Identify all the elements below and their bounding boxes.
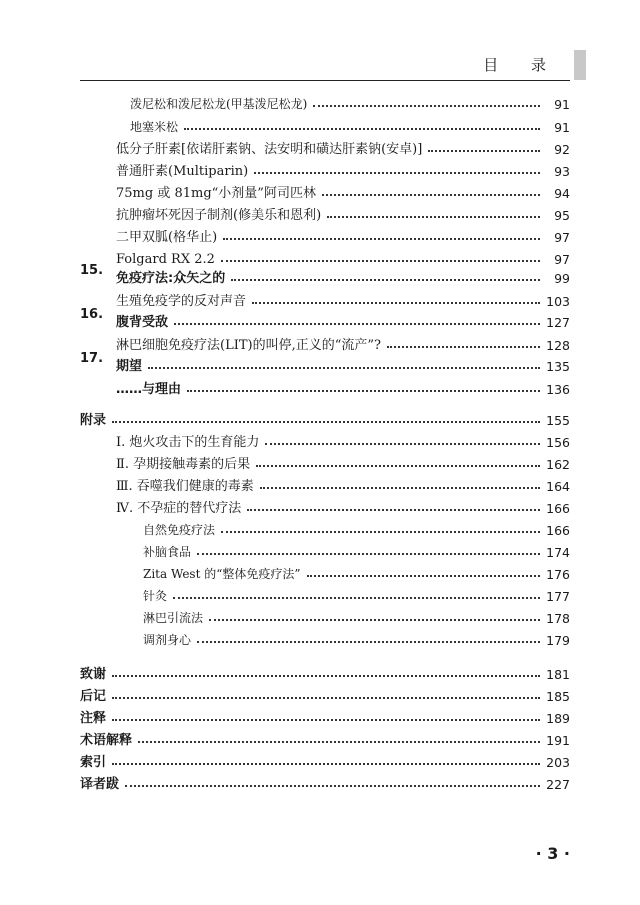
toc-entry-page: 179: [546, 633, 570, 648]
toc-entry-page: 99: [554, 271, 570, 286]
toc-entry-title: 普通肝素(Multiparin): [116, 164, 249, 179]
toc-entry-title: Ⅱ. 孕期接触毒素的后果: [116, 457, 251, 472]
toc-leader: [231, 279, 540, 281]
toc-entry-title: 术语解释: [80, 733, 133, 748]
toc-leader: [197, 553, 540, 555]
chapter-number: 16.: [80, 307, 104, 322]
toc-entry[interactable]: [116, 496, 570, 516]
toc-entry-title: 泼尼松和泼尼松龙(甲基泼尼松龙): [130, 97, 308, 111]
toc-entry-title: 译者跋: [80, 777, 120, 792]
toc-entry-title: 补脑食品: [143, 545, 192, 559]
toc-entry[interactable]: [116, 474, 570, 494]
toc-entry-page: 203: [546, 755, 570, 770]
toc-backmatter-entry[interactable]: [80, 706, 570, 726]
toc-leader: [327, 216, 540, 218]
toc-entry-title: Folgard RX 2.2: [116, 252, 215, 267]
toc-entry-page: 97: [554, 252, 570, 267]
toc-entry-title: 生殖免疫学的反对声音: [116, 294, 247, 309]
toc-leader: [254, 172, 540, 174]
toc-chapter-entry[interactable]: [116, 354, 570, 374]
toc-entry-title: 针灸: [143, 589, 168, 603]
toc-leader: [387, 346, 540, 348]
toc-entry-title: 后记: [80, 689, 107, 704]
toc-entry-title: 75mg 或 81mg“小剂量”阿司匹林: [116, 186, 316, 201]
toc-entry-title: 自然免疫疗法: [143, 523, 216, 537]
toc-leader: [174, 323, 540, 325]
toc-appendix-entry[interactable]: [80, 408, 570, 428]
toc-entry-page: 178: [546, 611, 570, 626]
toc-entry-page: 128: [546, 338, 570, 353]
toc-entry[interactable]: [130, 115, 570, 135]
toc-backmatter-entry[interactable]: [80, 750, 570, 770]
toc-leader: [187, 390, 540, 392]
toc-entry[interactable]: [143, 584, 570, 604]
toc-entry-title: 淋巴细胞免疫疗法(LIT)的叫停,正义的“流产”?: [116, 338, 381, 353]
toc-entry-page: 166: [546, 523, 570, 538]
toc-entry[interactable]: [116, 159, 570, 179]
toc-entry-title: 注释: [80, 711, 107, 726]
toc-entry-page: 103: [546, 294, 570, 309]
toc-leader: [112, 697, 540, 699]
header-title: 目 录: [483, 56, 560, 74]
toc-entry-page: 155: [546, 413, 570, 428]
toc-entry-title: Ⅰ. 炮火攻击下的生育能力: [116, 435, 260, 450]
toc-leader: [125, 785, 540, 787]
toc-entry-title: 致谢: [80, 667, 107, 682]
toc-entry-page: 174: [546, 545, 570, 560]
toc-backmatter-entry[interactable]: [80, 684, 570, 704]
toc-backmatter-entry[interactable]: [80, 728, 570, 748]
toc-entry-page: 185: [546, 689, 570, 704]
toc-entry[interactable]: [143, 562, 570, 582]
toc-entry-title: Ⅳ. 不孕症的替代疗法: [116, 501, 242, 516]
toc-entry[interactable]: [143, 518, 570, 538]
toc-entry-title: ……与理由: [116, 382, 182, 397]
toc-leader: [260, 487, 540, 489]
running-header: [80, 54, 570, 76]
chapter-number: 17.: [80, 351, 104, 366]
toc-entry[interactable]: [116, 137, 570, 157]
toc-entry[interactable]: [143, 606, 570, 626]
toc-entry-page: 156: [546, 435, 570, 450]
toc-entry[interactable]: [116, 452, 570, 472]
toc-leader: [112, 421, 540, 423]
toc-entry-page: 166: [546, 501, 570, 516]
page-number: · 3 ·: [535, 844, 570, 863]
toc-entry[interactable]: [116, 247, 570, 267]
toc-entry-page: 135: [546, 359, 570, 374]
toc-leader: [221, 260, 540, 262]
toc-leader: [112, 763, 540, 765]
toc-entry-page: 91: [554, 120, 570, 135]
toc-entry-title: Zita West 的“整体免疫疗法”: [143, 567, 301, 581]
toc-entry-page: 176: [546, 567, 570, 582]
toc-leader: [197, 641, 540, 643]
toc-entry-title: 附录: [80, 413, 107, 428]
toc-entry-title: 低分子肝素[依诺肝素钠、法安明和磺达肝素钠(安卓)]: [116, 142, 423, 157]
toc-entry-page: 181: [546, 667, 570, 682]
toc-leader: [184, 128, 540, 130]
toc-leader: [247, 509, 540, 511]
toc-entry-page: 189: [546, 711, 570, 726]
toc-entry-page: 94: [554, 186, 570, 201]
toc-entry[interactable]: [116, 225, 570, 245]
toc-leader: [322, 194, 540, 196]
toc-chapter-entry[interactable]: [116, 266, 570, 286]
toc-entry[interactable]: [116, 333, 570, 353]
toc-entry[interactable]: [143, 540, 570, 560]
toc-entry-title: Ⅲ. 吞噬我们健康的毒素: [116, 479, 254, 494]
toc-leader: [112, 675, 540, 677]
toc-chapter-entry[interactable]: [116, 310, 570, 330]
toc-leader: [173, 597, 540, 599]
toc-entry-page: 93: [554, 164, 570, 179]
toc-entry-title: 地塞米松: [130, 120, 179, 134]
toc-entry-page: 127: [546, 315, 570, 330]
toc-leader: [223, 238, 540, 240]
toc-leader: [252, 302, 540, 304]
header-tab-marker: [574, 50, 586, 80]
toc-entry-page: 162: [546, 457, 570, 472]
toc-backmatter-entry[interactable]: [80, 772, 570, 792]
toc-leader: [221, 531, 540, 533]
toc-entry-page: 177: [546, 589, 570, 604]
toc-leader: [428, 150, 540, 152]
toc-leader: [256, 465, 540, 467]
toc-entry-title: 二甲双胍(格华止): [116, 230, 218, 245]
toc-leader: [209, 619, 540, 621]
toc-entry-title: 抗肿瘤坏死因子制剂(修美乐和恩利): [116, 208, 322, 223]
toc-leader: [138, 741, 540, 743]
toc-entry-page: 97: [554, 230, 570, 245]
toc-entry-page: 95: [554, 208, 570, 223]
toc-entry-page: 164: [546, 479, 570, 494]
toc-leader: [313, 105, 540, 107]
toc-entry-page: 136: [546, 382, 570, 397]
chapter-number: 15.: [80, 263, 104, 278]
toc-entry[interactable]: [116, 289, 570, 309]
toc-entry-title: 调剂身心: [143, 633, 192, 647]
toc-backmatter-entry[interactable]: [80, 662, 570, 682]
toc-leader: [112, 719, 540, 721]
toc-leader: [148, 367, 540, 369]
toc-entry-page: 92: [554, 142, 570, 157]
toc-entry-title: 淋巴引流法: [143, 611, 204, 625]
toc-entry-page: 227: [546, 777, 570, 792]
toc-entry-page: 91: [554, 97, 570, 112]
toc-entry[interactable]: [116, 181, 570, 201]
toc-leader: [307, 575, 541, 577]
toc-entry[interactable]: [116, 203, 570, 223]
toc-entry-page: 191: [546, 733, 570, 748]
header-rule: [80, 80, 570, 81]
toc-chapter-entry[interactable]: [116, 377, 570, 397]
toc-leader: [265, 443, 540, 445]
toc-entry[interactable]: [116, 430, 570, 450]
toc-entry-title: 期望: [116, 359, 143, 374]
toc-entry-title: 腹背受敌: [116, 315, 169, 330]
toc-entry-title: 索引: [80, 755, 107, 770]
toc-entry[interactable]: [143, 628, 570, 648]
toc-entry-title: 免疫疗法:众矢之的: [116, 271, 226, 286]
toc-entry[interactable]: [130, 92, 570, 112]
